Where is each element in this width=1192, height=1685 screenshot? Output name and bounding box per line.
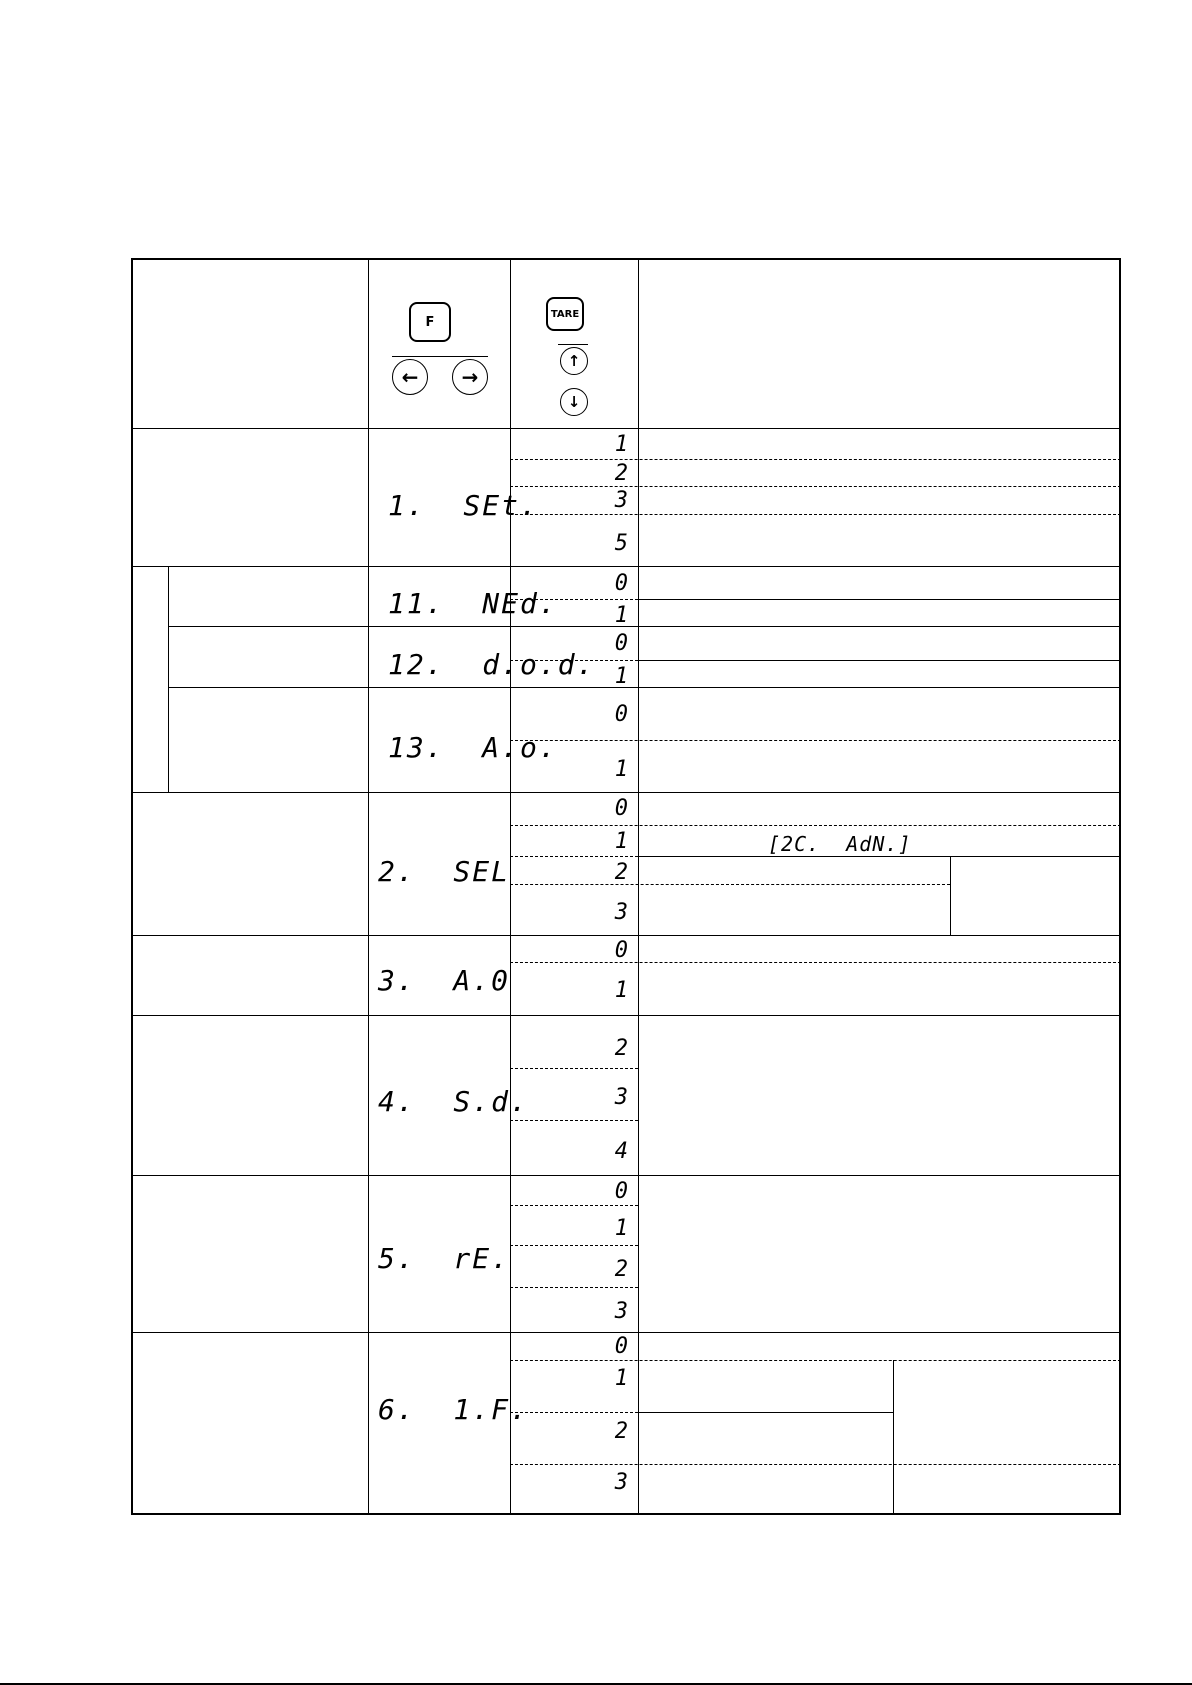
row-divider bbox=[131, 428, 1121, 429]
option-value: 3 bbox=[614, 488, 628, 513]
option-value: 1 bbox=[614, 757, 628, 782]
option-dash bbox=[510, 459, 1121, 460]
left-arrow-icon: ← bbox=[392, 359, 428, 395]
column-divider-1 bbox=[368, 258, 369, 1515]
row-divider bbox=[168, 626, 1121, 627]
row-divider bbox=[131, 935, 1121, 936]
option-dash bbox=[510, 740, 1121, 741]
option-divider bbox=[638, 660, 1121, 661]
column-divider-3 bbox=[638, 258, 639, 1515]
option-dash bbox=[510, 825, 1121, 826]
option-value: 1 bbox=[614, 664, 628, 689]
option-value: 0 bbox=[614, 1334, 628, 1359]
key-underline bbox=[392, 356, 488, 357]
option-value: 1 bbox=[614, 603, 628, 628]
option-value: 0 bbox=[614, 631, 628, 656]
param-code-3-a0: 3. A.0 bbox=[378, 964, 511, 997]
option-dash bbox=[510, 1068, 638, 1069]
option-dash bbox=[510, 1120, 638, 1121]
option-value: 2 bbox=[614, 1036, 628, 1061]
right-arrow-icon: → bbox=[452, 359, 488, 395]
down-arrow-icon: ↓ bbox=[560, 388, 588, 416]
row-divider bbox=[131, 792, 1121, 793]
option-value: 5 bbox=[614, 531, 628, 556]
bracket-code-2c-adn: [2C. AdN.] bbox=[768, 832, 912, 856]
param-code-2-sel: 2. SEL bbox=[378, 855, 511, 888]
option-value: 2 bbox=[614, 1419, 628, 1444]
option-value: 0 bbox=[614, 571, 628, 596]
option-dash bbox=[510, 1464, 1121, 1465]
option-value: 3 bbox=[614, 1299, 628, 1324]
option-dash bbox=[510, 856, 638, 857]
description-split bbox=[893, 1360, 894, 1515]
option-dash bbox=[510, 1360, 1121, 1361]
param-code-5-re: 5. rE. bbox=[378, 1242, 511, 1275]
row-divider bbox=[131, 1175, 1121, 1176]
up-arrow-icon: ↑ bbox=[560, 347, 588, 375]
option-value: 2 bbox=[614, 461, 628, 486]
option-dash bbox=[510, 1245, 638, 1246]
f-key-icon: F bbox=[409, 302, 451, 342]
param-code-1-set: 1. SEt. bbox=[388, 489, 539, 522]
param-code-12-dod: 12. d.o.d. bbox=[388, 648, 596, 681]
option-value: 1 bbox=[614, 432, 628, 457]
option-dash bbox=[510, 962, 1121, 963]
option-value: 1 bbox=[614, 829, 628, 854]
option-value: 4 bbox=[614, 1139, 628, 1164]
option-value: 0 bbox=[614, 938, 628, 963]
param-code-13-ao: 13. A.o. bbox=[388, 731, 558, 764]
row-divider bbox=[131, 1332, 1121, 1333]
option-dash bbox=[510, 486, 1121, 487]
option-divider bbox=[638, 1412, 893, 1413]
option-value: 0 bbox=[614, 796, 628, 821]
row-divider bbox=[131, 1015, 1121, 1016]
option-dash bbox=[510, 1287, 638, 1288]
option-dash bbox=[510, 514, 1121, 515]
option-value: 2 bbox=[614, 860, 628, 885]
option-dash bbox=[510, 1412, 638, 1413]
key-underline bbox=[558, 344, 588, 345]
option-value: 0 bbox=[614, 1179, 628, 1204]
option-value: 3 bbox=[614, 900, 628, 925]
option-value: 3 bbox=[614, 1085, 628, 1110]
option-dash bbox=[510, 884, 950, 885]
column-divider-2 bbox=[510, 258, 511, 1515]
row-divider bbox=[131, 566, 1121, 567]
option-divider bbox=[638, 856, 1121, 857]
subgroup-indent-line bbox=[168, 566, 169, 792]
param-code-4-sd: 4. S.d. bbox=[378, 1085, 529, 1118]
param-code-6-if: 6. 1.F. bbox=[378, 1393, 529, 1426]
description-split bbox=[950, 856, 951, 935]
option-divider bbox=[638, 599, 1121, 600]
param-code-11-ned: 11. NEd. bbox=[388, 587, 558, 620]
option-value: 1 bbox=[614, 1216, 628, 1241]
option-value: 1 bbox=[614, 1366, 628, 1391]
tare-key-icon: TARE bbox=[546, 297, 584, 331]
option-value: 0 bbox=[614, 702, 628, 727]
option-value: 3 bbox=[614, 1470, 628, 1495]
row-divider bbox=[168, 687, 1121, 688]
option-value: 2 bbox=[614, 1257, 628, 1282]
option-dash bbox=[510, 1205, 638, 1206]
option-value: 1 bbox=[614, 978, 628, 1003]
